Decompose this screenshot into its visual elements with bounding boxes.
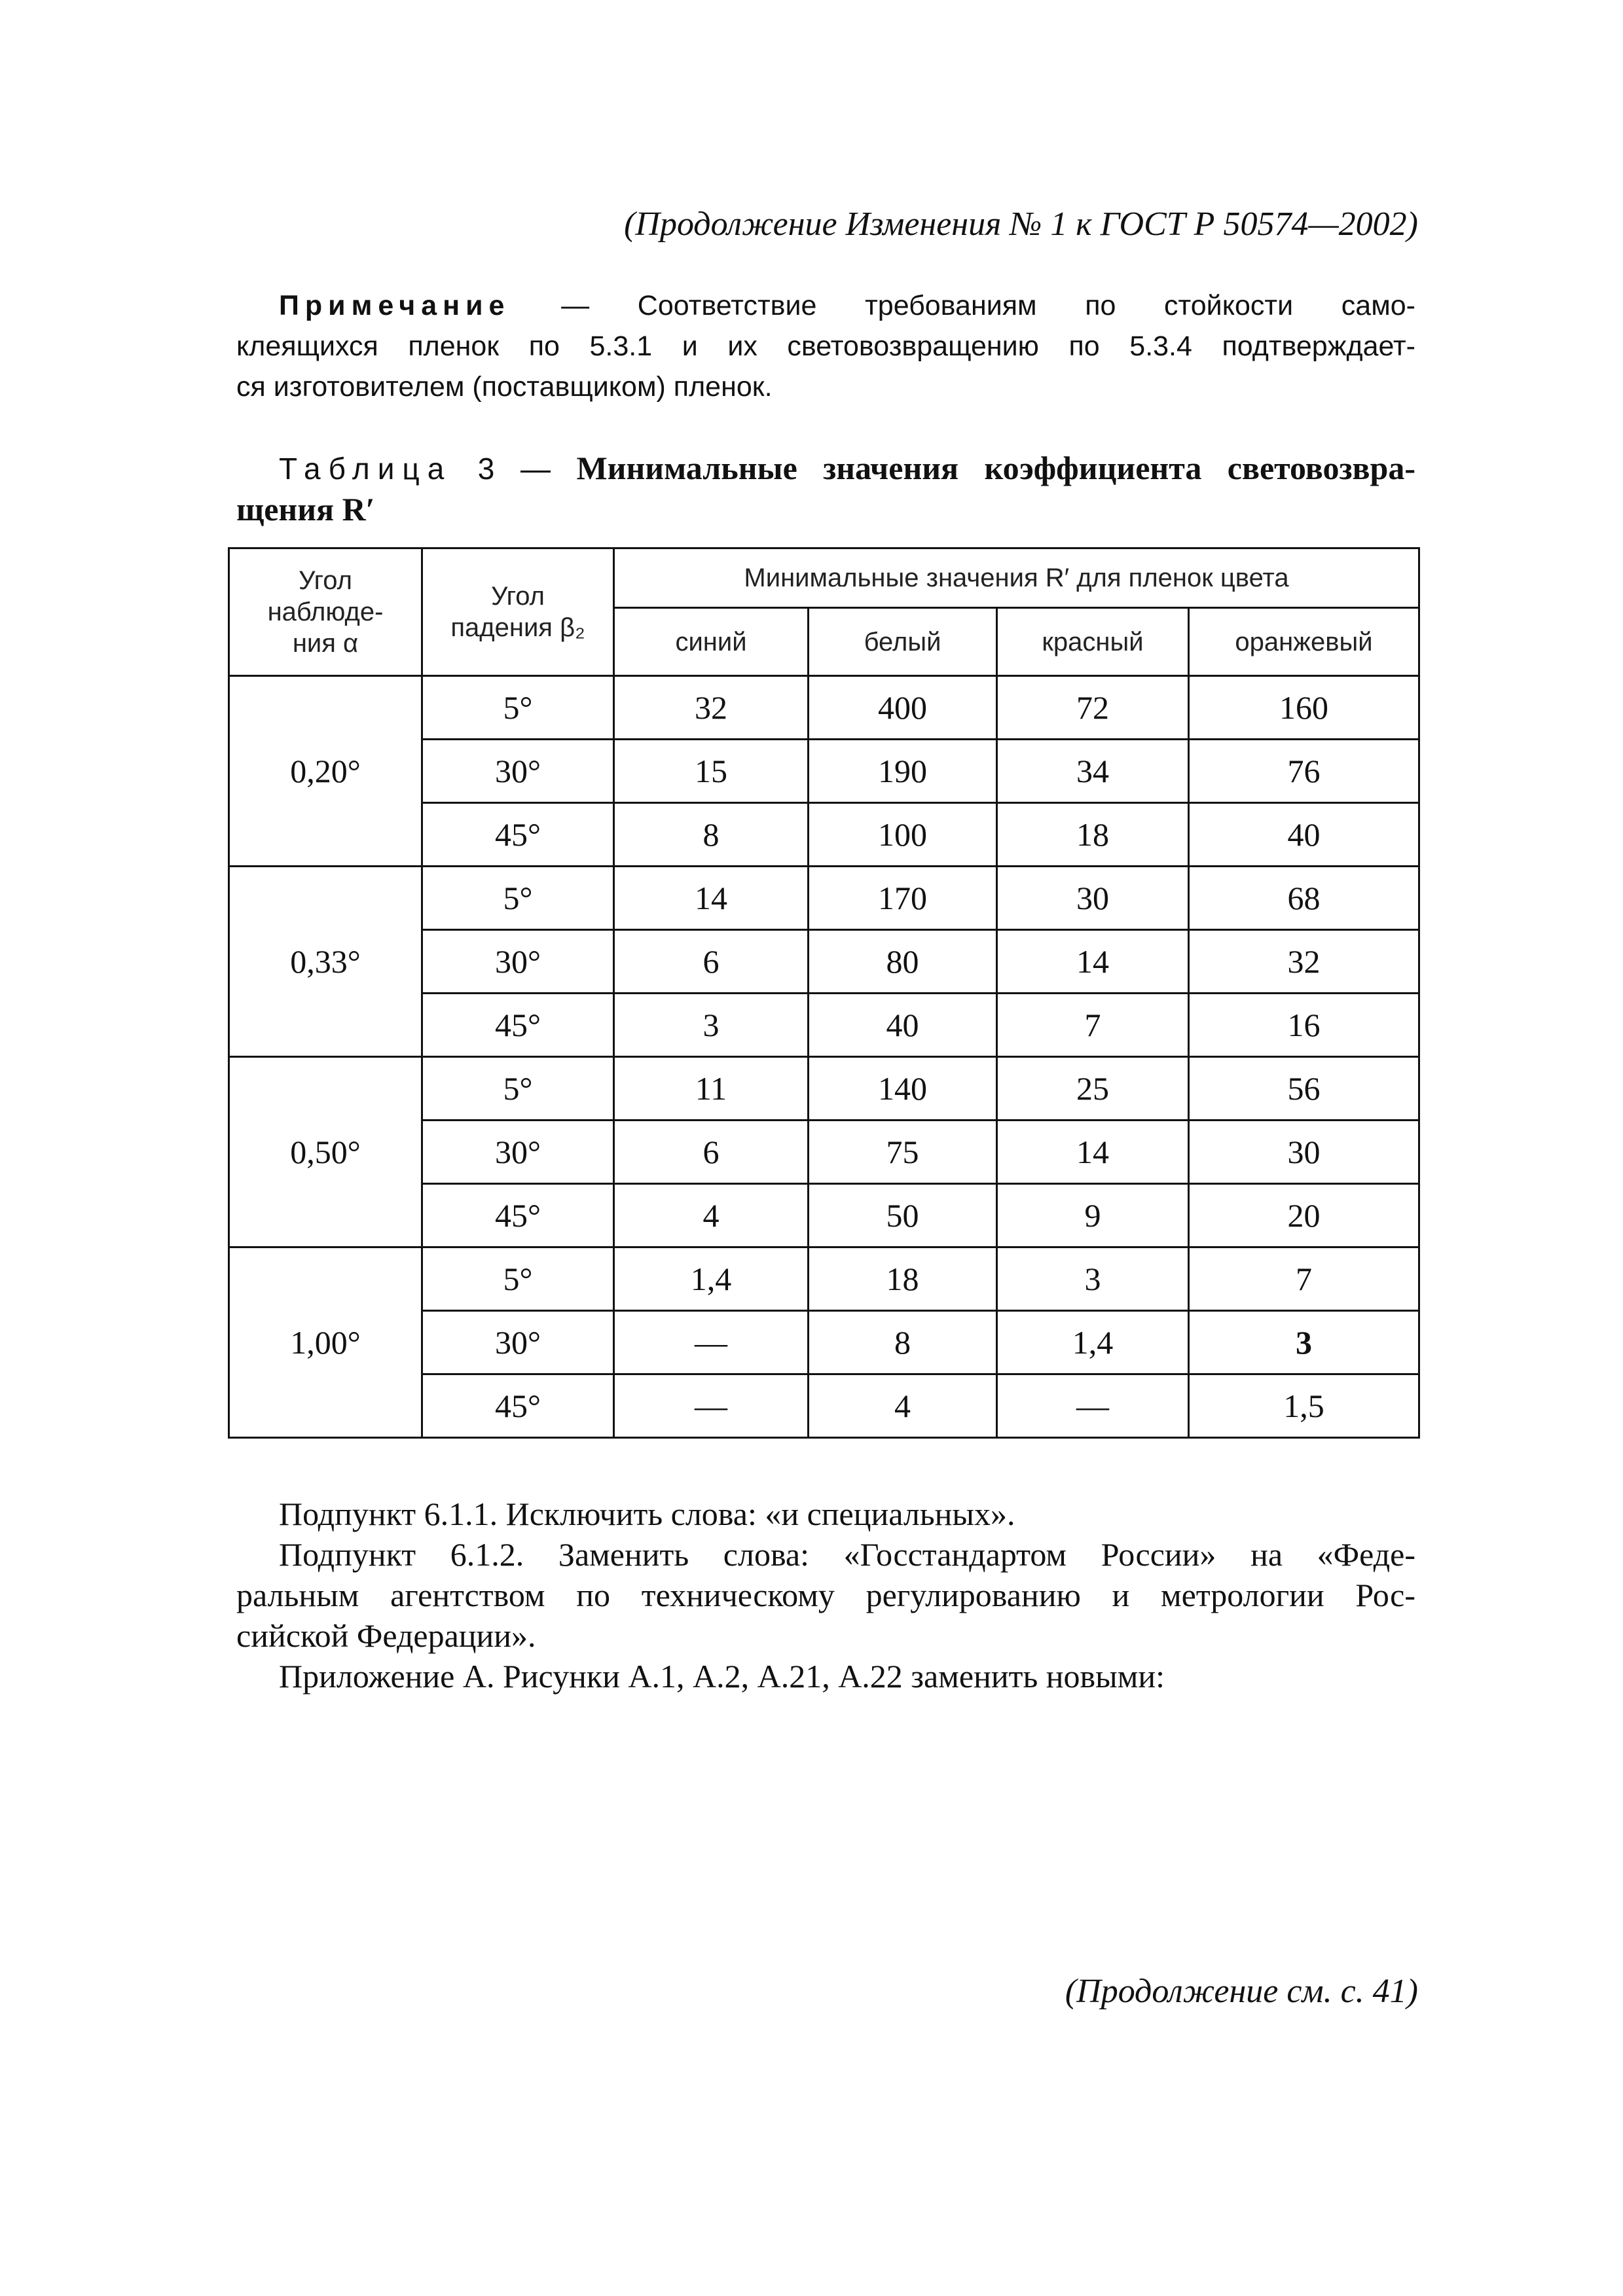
header-color-blue: синий (614, 608, 809, 676)
value-cell-orange: 20 (1189, 1184, 1419, 1247)
incidence-angle-cell: 45° (422, 1374, 614, 1438)
value-cell-white: 50 (809, 1184, 997, 1247)
incidence-angle-cell: 45° (422, 1184, 614, 1247)
value-cell-orange: 16 (1189, 994, 1419, 1057)
caption-line-1 (236, 448, 1415, 489)
paragraph-6-1-1: Подпункт 6.1.1. Исключить слова: «и специальных». (279, 1496, 1015, 1532)
table-row (229, 1247, 1419, 1311)
value-cell-orange: 32 (1189, 930, 1419, 994)
value-cell-blue: 15 (614, 740, 809, 803)
value-cell-white: 18 (809, 1247, 997, 1311)
incidence-angle-cell: 5° (422, 867, 614, 930)
value-cell-white: 170 (809, 867, 997, 930)
value-cell-blue: 3 (614, 994, 809, 1057)
data-table (228, 547, 1420, 1439)
value-cell-red: 14 (997, 930, 1189, 994)
value-cell-blue: 4 (614, 1184, 809, 1247)
value-cell-orange: 40 (1189, 803, 1419, 867)
value-cell-white: 100 (809, 803, 997, 867)
incidence-angle-cell: 30° (422, 1121, 614, 1184)
table-row (229, 867, 1419, 930)
value-cell-red: 1,4 (997, 1311, 1189, 1374)
value-cell-blue: — (614, 1374, 809, 1438)
running-footer: (Продолжение см. с. 41) (1065, 1973, 1418, 2010)
header-color-red: красный (997, 608, 1189, 676)
running-header: (Продолжение Изменения № 1 к ГОСТ Р 50574—2002) (624, 206, 1418, 243)
value-cell-blue: 14 (614, 867, 809, 930)
value-cell-white: 400 (809, 676, 997, 740)
table-header (229, 548, 1419, 676)
incidence-angle-cell: 30° (422, 1311, 614, 1374)
header-incidence-angle-line-2: падения β₂ (450, 613, 585, 642)
value-cell-orange: 68 (1189, 867, 1419, 930)
incidence-angle-cell: 5° (422, 1057, 614, 1121)
value-cell-red: 9 (997, 1184, 1189, 1247)
value-cell-orange: 30 (1189, 1121, 1419, 1184)
value-cell-red: 18 (997, 803, 1189, 867)
value-cell-white: 8 (809, 1311, 997, 1374)
header-observation-angle-line-2: наблюде- (267, 598, 384, 626)
note-label: Примечание (279, 290, 511, 321)
value-cell-blue: 32 (614, 676, 809, 740)
caption-label: Таблица (279, 452, 452, 486)
header-incidence-angle (422, 548, 614, 676)
value-cell-red: 34 (997, 740, 1189, 803)
value-cell-white: 40 (809, 994, 997, 1057)
paragraph-6-1-2-line-2: ральным агентством по техническому регулированию и метрологии Рос- (236, 1577, 1415, 1613)
value-cell-white: 4 (809, 1374, 997, 1438)
value-cell-blue: 11 (614, 1057, 809, 1121)
observation-angle-cell: 0,33° (229, 867, 422, 1057)
incidence-angle-cell: 45° (422, 994, 614, 1057)
value-cell-red: 3 (997, 1247, 1189, 1311)
value-cell-orange: 76 (1189, 740, 1419, 803)
note-block (236, 285, 1415, 407)
caption-number: 3 — (477, 452, 551, 486)
incidence-angle-cell: 30° (422, 930, 614, 994)
incidence-angle-cell: 5° (422, 1247, 614, 1311)
body-text (236, 1494, 1415, 1696)
header-observation-angle-line-3: ния α (292, 629, 359, 658)
incidence-angle-cell: 45° (422, 803, 614, 867)
caption-title-2: щения R′ (236, 491, 375, 528)
value-cell-orange: 7 (1189, 1247, 1419, 1311)
incidence-angle-cell: 30° (422, 740, 614, 803)
header-min-values-group: Минимальные значения R′ для пленок цвета (614, 548, 1419, 608)
header-row-1 (229, 548, 1419, 608)
value-cell-orange: 3 (1189, 1311, 1419, 1374)
table-row (229, 676, 1419, 740)
header-color-orange: оранжевый (1189, 608, 1419, 676)
paragraph-appendix-a: Приложение А. Рисунки А.1, А.2, А.21, А.22 заменить новыми: (279, 1658, 1165, 1695)
table-caption (236, 448, 1415, 529)
value-cell-red: 72 (997, 676, 1189, 740)
value-cell-white: 80 (809, 930, 997, 994)
table-body (229, 676, 1419, 1438)
note-line-2: клеящихся пленок по 5.3.1 и их световозвращению по 5.3.4 подтверждает- (236, 331, 1415, 362)
caption-title-1: Минимальные значения коэффициента световозвра- (576, 450, 1416, 486)
value-cell-white: 140 (809, 1057, 997, 1121)
value-cell-orange: 56 (1189, 1057, 1419, 1121)
header-observation-angle-line-1: Угол (298, 566, 353, 595)
header-color-white: белый (809, 608, 997, 676)
value-cell-red: 14 (997, 1121, 1189, 1184)
observation-angle-cell: 0,20° (229, 676, 422, 867)
value-cell-blue: 6 (614, 1121, 809, 1184)
value-cell-red: — (997, 1374, 1189, 1438)
value-cell-red: 30 (997, 867, 1189, 930)
observation-angle-cell: 0,50° (229, 1057, 422, 1247)
value-cell-blue: — (614, 1311, 809, 1374)
incidence-angle-cell: 5° (422, 676, 614, 740)
value-cell-red: 25 (997, 1057, 1189, 1121)
value-cell-red: 7 (997, 994, 1189, 1057)
note-text-1: — Соответствие требованиям по стойкости само- (561, 290, 1415, 321)
table-row (229, 1057, 1419, 1121)
value-cell-white: 75 (809, 1121, 997, 1184)
value-cell-blue: 8 (614, 803, 809, 867)
note-line-3: ся изготовителем (поставщиком) пленок. (236, 371, 773, 403)
value-cell-blue: 1,4 (614, 1247, 809, 1311)
paragraph-6-1-2-line-3: сийской Федерации». (236, 1617, 536, 1654)
value-cell-white: 190 (809, 740, 997, 803)
header-observation-angle (229, 548, 422, 676)
paragraph-6-1-2-line-1: Подпункт 6.1.2. Заменить слова: «Госстандартом России» на «Феде- (279, 1536, 1415, 1573)
value-cell-orange: 1,5 (1189, 1374, 1419, 1438)
observation-angle-cell: 1,00° (229, 1247, 422, 1438)
value-cell-orange: 160 (1189, 676, 1419, 740)
header-incidence-angle-line-1: Угол (490, 582, 545, 611)
note-line-1 (236, 285, 1415, 326)
value-cell-blue: 6 (614, 930, 809, 994)
